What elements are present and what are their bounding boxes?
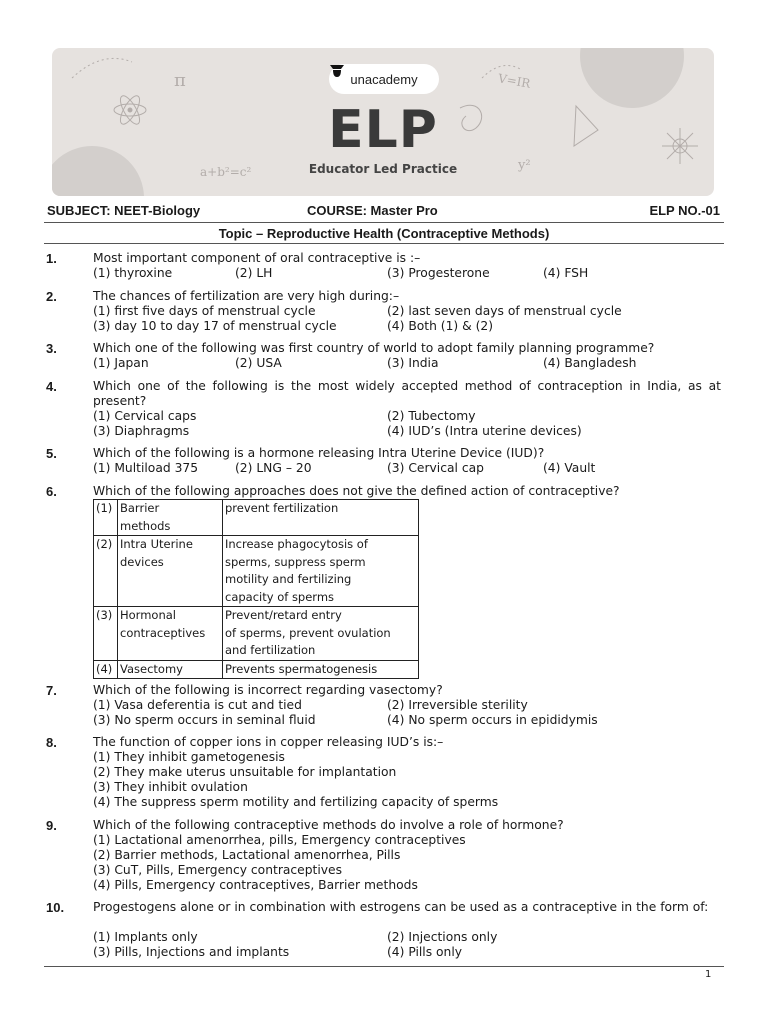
option-1: (1) Multiload 375 — [93, 461, 199, 475]
unacademy-logo-icon — [329, 64, 345, 78]
option-3: (3) Progesterone — [387, 266, 490, 280]
question-text: Progestogens alone or in combination with estrogens can be used as a contraceptive in the form of: — [93, 900, 709, 914]
option-2: (2) LNG – 20 — [235, 461, 312, 475]
pi-doodle: π — [174, 70, 186, 91]
option-1: (1) Lactational amenorrhea, pills, Emergency contraceptives — [93, 833, 466, 847]
action-line: Prevents spermatogenesis — [225, 661, 378, 676]
option-4: (4) IUD’s (Intra uterine devices) — [387, 424, 582, 438]
method-line: Hormonal — [120, 608, 176, 622]
method-line: Barrier — [120, 501, 160, 515]
action-cell — [223, 660, 419, 679]
option-4: (4) Both (1) & (2) — [387, 319, 494, 333]
action-line: capacity of sperms — [225, 589, 335, 604]
option-1: (1) Implants only — [93, 930, 198, 944]
question-text: Which of the following approaches does not give the defined action of contraceptive? — [93, 484, 620, 498]
question-number: 10. — [46, 900, 65, 915]
document-header — [47, 203, 720, 221]
topic-heading: Topic – Reproductive Health (Contraceptive Methods) — [218, 226, 550, 241]
option-2: (2) LH — [235, 266, 273, 280]
question-number: 8. — [46, 735, 57, 750]
option-3: (3) They inhibit ovulation — [93, 780, 248, 794]
question-text: Which of the following contraceptive methods do involve a role of hormone? — [93, 818, 564, 832]
option-1: (1) thyroxine — [93, 266, 173, 280]
equation-doodle: a+b²=c² — [200, 165, 252, 179]
option-3: (3) CuT, Pills, Emergency contraceptives — [93, 863, 343, 877]
option-4: (4) Pills only — [387, 945, 463, 959]
option-2: (2) Barrier methods, Lactational amenorrhea, Pills — [93, 848, 401, 862]
option-1: (1) first five days of menstrual cycle — [93, 304, 316, 318]
option-3: (3) Diaphragms — [93, 424, 190, 438]
header-divider — [44, 222, 724, 223]
question-number: 5. — [46, 446, 57, 461]
question-text: The chances of fertilization are very high during:– — [93, 289, 400, 303]
row-number: (1) — [94, 500, 118, 536]
question-number: 1. — [46, 251, 57, 266]
row-number: (2) — [94, 536, 118, 607]
page-number: 1 — [705, 969, 712, 980]
brand-name: unacademy — [350, 71, 418, 87]
method-cell — [118, 607, 223, 661]
subject-label: SUBJECT: NEET-Biology — [47, 203, 201, 218]
option-1: (1) They inhibit gametogenesis — [93, 750, 285, 764]
option-2: (2) USA — [235, 356, 282, 370]
question-text: Which one of the following was first country of world to adopt family planning programme? — [93, 341, 655, 355]
question-text: Which one of the following is the most widely accepted method of contraception in India, as at present? — [93, 379, 721, 408]
table-row — [94, 660, 419, 679]
y-squared-doodle: y² — [518, 158, 531, 173]
option-4: (4) Bangladesh — [543, 356, 637, 370]
course-label: COURSE: Master Pro — [307, 203, 438, 218]
question-number: 9. — [46, 818, 57, 833]
option-3: (3) day 10 to day 17 of menstrual cycle — [93, 319, 337, 333]
action-cell — [223, 500, 419, 536]
option-4: (4) Vault — [543, 461, 596, 475]
method-cell — [118, 536, 223, 607]
action-line: prevent fertilization — [225, 501, 339, 515]
method-line: devices — [120, 554, 164, 569]
question-text: Most important component of oral contraceptive is :– — [93, 251, 421, 265]
action-line: Increase phagocytosis of — [225, 537, 368, 551]
option-1: (1) Japan — [93, 356, 149, 370]
footer-divider — [44, 966, 724, 967]
method-line: Intra Uterine — [120, 537, 193, 551]
row-number: (3) — [94, 607, 118, 661]
option-3: (3) Cervical cap — [387, 461, 484, 475]
question-number: 7. — [46, 683, 57, 698]
action-cell — [223, 536, 419, 607]
action-line: motility and fertilizing — [225, 572, 352, 586]
option-3: (3) No sperm occurs in seminal fluid — [93, 713, 316, 727]
option-1: (1) Vasa deferentia is cut and tied — [93, 698, 302, 712]
row-number: (4) — [94, 660, 118, 679]
method-cell — [118, 500, 223, 536]
option-4: (4) FSH — [543, 266, 589, 280]
topic-divider — [44, 243, 724, 244]
option-4: (4) Pills, Emergency contraceptives, Barrier methods — [93, 878, 418, 892]
method-line: methods — [120, 518, 171, 533]
method-line: Vasectomy — [120, 661, 183, 676]
elp-banner — [52, 48, 714, 196]
contraceptive-table — [93, 499, 419, 679]
question-text: Which of the following is a hormone releasing Intra Uterine Device (IUD)? — [93, 446, 545, 460]
dotted-arc-left — [72, 58, 132, 78]
banner-title: ELP — [328, 100, 438, 160]
action-line: of sperms, prevent ovulation — [225, 625, 391, 640]
option-2: (2) They make uterus unsuitable for implantation — [93, 765, 397, 779]
ohm-law-doodle: V=IR — [497, 71, 532, 91]
question-number: 6. — [46, 484, 57, 499]
option-4: (4) The suppress sperm motility and fertilizing capacity of sperms — [93, 795, 499, 809]
action-line: and fertilization — [225, 643, 316, 657]
option-1: (1) Cervical caps — [93, 409, 197, 423]
banner-subtitle: Educator Led Practice — [308, 162, 458, 176]
option-2: (2) last seven days of menstrual cycle — [387, 304, 622, 318]
question-number: 3. — [46, 341, 57, 356]
question-text: Which of the following is incorrect regarding vasectomy? — [93, 683, 443, 697]
question-text: The function of copper ions in copper releasing IUD’s is:– — [93, 735, 444, 749]
elp-number-label: ELP NO.-01 — [649, 203, 720, 218]
unacademy-logo — [329, 64, 439, 94]
decor-circle-top-right — [580, 48, 684, 108]
method-line: contraceptives — [120, 625, 206, 640]
action-line: sperms, suppress sperm — [225, 554, 366, 569]
question-number: 2. — [46, 289, 57, 304]
table-row — [94, 536, 419, 607]
action-line: Prevent/retard entry — [225, 608, 342, 622]
method-cell — [118, 660, 223, 679]
option-3: (3) Pills, Injections and implants — [93, 945, 290, 959]
option-2: (2) Injections only — [387, 930, 498, 944]
table-row — [94, 500, 419, 536]
option-4: (4) No sperm occurs in epididymis — [387, 713, 598, 727]
question-number: 4. — [46, 379, 57, 394]
option-2: (2) Irreversible sterility — [387, 698, 528, 712]
option-2: (2) Tubectomy — [387, 409, 476, 423]
table-row — [94, 607, 419, 661]
option-3: (3) India — [387, 356, 439, 370]
action-cell — [223, 607, 419, 661]
